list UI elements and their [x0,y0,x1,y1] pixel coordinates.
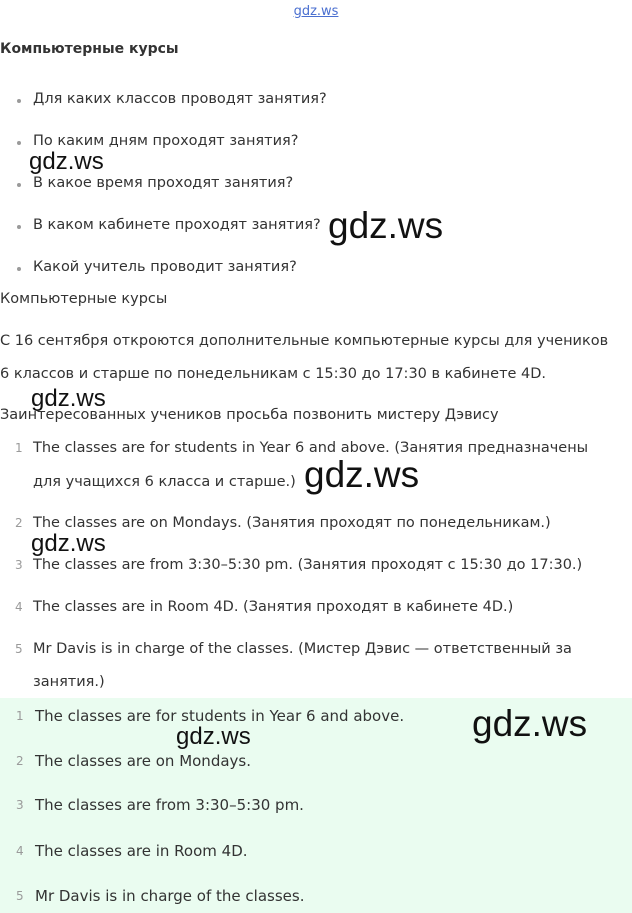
question-text: Какой учитель проводит занятия? [33,259,297,275]
answer-text: Mr Davis is in charge of the classes. (Мистер Дэвис — ответственный за [33,641,572,657]
bullet-icon [17,183,21,187]
item-number: 3 [15,558,23,572]
answer-text: The classes are from 3:30–5:30 pm. (Занятия проходят с 15:30 до 17:30.) [33,557,583,573]
question-text: Для каких классов проводят занятия? [33,91,327,107]
item-number: 1 [15,441,23,455]
answer-box [0,698,632,913]
answer-text: The classes are from 3:30–5:30 pm. [35,796,304,814]
item-number: 1 [16,709,24,723]
watermark: gdz.ws [304,454,420,495]
answer-text: для учащихся 6 класса и старше.) [33,474,296,490]
question-text: По каким дням проходят занятия? [33,133,299,149]
answer-text: The classes are on Mondays. (Занятия проходят по понедельникам.) [33,515,551,531]
watermark: gdz.ws [176,723,251,750]
watermark: gdz.ws [31,385,106,412]
bullet-icon [17,225,21,229]
notice-line: С 16 сентября откроются дополнительные компьютерные курсы для учеников [0,333,609,349]
item-number: 2 [16,754,24,768]
bullet-icon [17,99,21,103]
notice-line: 6 классов и старше по понедельникам с 15:30 до 17:30 в кабинете 4D. [0,366,547,382]
watermark: gdz.ws [29,148,104,175]
question-text: В какое время проходят занятия? [33,175,294,191]
page-title: Компьютерные курсы [0,41,179,57]
watermark: gdz.ws [31,530,106,557]
watermark: gdz.ws [472,703,588,744]
item-number: 4 [16,844,24,858]
answer-text: The classes are in Room 4D. [35,842,248,860]
site-link[interactable]: gdz.ws [293,4,339,19]
answer-text: The classes are in Room 4D. (Занятия проходят в кабинете 4D.) [33,599,514,615]
bullet-icon [17,267,21,271]
item-number: 4 [15,600,23,614]
answer-text: The classes are on Mondays. [35,752,251,770]
answer-text: Mr Davis is in charge of the classes. [35,887,305,905]
question-text: В каком кабинете проходят занятия? [33,217,321,233]
answer-text: занятия.) [33,674,105,690]
item-number: 5 [15,642,23,656]
answer-text: The classes are for students in Year 6 and above. [35,707,405,725]
item-number: 3 [16,798,24,812]
item-number: 2 [15,516,23,530]
notice-title: Компьютерные курсы [0,291,168,307]
bullet-icon [17,141,21,145]
watermark: gdz.ws [328,205,444,246]
answer-text: The classes are for students in Year 6 and above. (Занятия предназначены [33,440,589,456]
notice-line: Заинтересованных учеников просьба позвонить мистеру Дэвису [0,407,499,423]
item-number: 5 [16,889,24,903]
